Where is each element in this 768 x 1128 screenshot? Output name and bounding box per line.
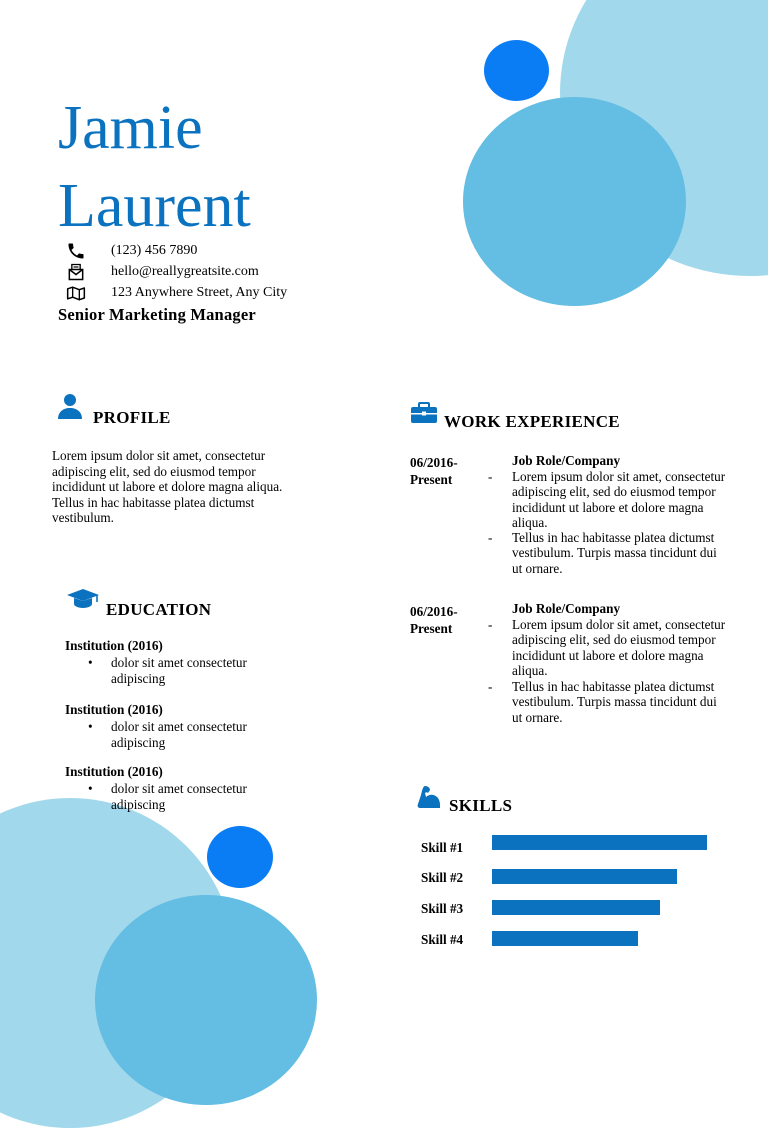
skill-label: Skill #2 [421, 870, 464, 885]
map-icon [66, 283, 86, 303]
skill-label: Skill #4 [421, 932, 464, 947]
skills-heading: SKILLS [449, 796, 513, 815]
job-point [488, 530, 728, 576]
address-text: 123 Anywhere Street, Any City [111, 285, 288, 300]
job-point-text: Lorem ipsum dolor sit amet, consectetur adipiscing elit, sed do eiusmod tempor incididunt ut labore et dolore magna aliqua. [512, 469, 726, 530]
decor-circle-small-bottom [207, 826, 273, 888]
job-date-end: Present [410, 472, 453, 487]
contact-email [66, 262, 259, 282]
skill-label: Skill #1 [421, 840, 464, 855]
email-text: hello@reallygreatsite.com [111, 264, 259, 279]
job-point-text: Lorem ipsum dolor sit amet, consectetur adipiscing elit, sed do eiusmod tempor incididunt ut labore et dolore magna aliqua. [512, 617, 726, 678]
education-bullet [88, 781, 278, 812]
education-institution: Institution (2016) [65, 702, 163, 717]
education-bullet-text: dolor sit amet consectetur adipiscing [111, 719, 247, 750]
job-date [410, 454, 480, 488]
email-icon [66, 262, 86, 282]
person-icon [57, 393, 83, 419]
bullet-dot: • [88, 719, 93, 734]
contact-phone [66, 241, 198, 261]
first-name: Jamie [58, 94, 203, 162]
work-heading: WORK EXPERIENCE [444, 412, 620, 431]
job-date-start: 06/2016- [410, 455, 458, 470]
profile-heading: PROFILE [93, 408, 171, 427]
decor-circle-small-top [484, 40, 549, 101]
last-name: Laurent [58, 172, 251, 240]
decor-circle-mid-bottom [95, 895, 317, 1105]
briefcase-icon [410, 402, 438, 424]
job-date [410, 603, 480, 637]
job-point-text: Tellus in hac habitasse platea dictumst vestibulum. Turpis massa tincidunt dui ut ornare. [512, 530, 717, 576]
flexed-arm-icon [416, 784, 442, 810]
bullet-dot: • [88, 655, 93, 670]
education-bullet-text: dolor sit amet consectetur adipiscing [111, 655, 247, 686]
job-point [488, 469, 728, 530]
job-role: Job Role/Company [512, 453, 621, 468]
education-bullet [88, 719, 278, 750]
bullet-dash: - [488, 679, 493, 694]
education-heading: EDUCATION [106, 600, 212, 619]
bullet-dash: - [488, 617, 493, 632]
bullet-dash: - [488, 530, 493, 545]
profile-text: Lorem ipsum dolor sit amet, consectetur adipiscing elit, sed do eiusmod tempor incididunt ut labore et dolore magna aliqua. Tellus in hac habitasse platea dictumst vestibulum. [52, 448, 283, 525]
graduation-cap-icon [66, 588, 100, 610]
job-point-text: Tellus in hac habitasse platea dictumst vestibulum. Turpis massa tincidunt dui ut ornare. [512, 679, 717, 725]
job-point [488, 679, 728, 725]
contact-address [66, 283, 288, 303]
skill-bar [492, 931, 638, 946]
phone-icon [66, 241, 86, 261]
phone-text: (123) 456 7890 [111, 243, 198, 258]
education-bullet [88, 655, 278, 686]
bullet-dash: - [488, 469, 493, 484]
skill-bar [492, 900, 660, 915]
job-title: Senior Marketing Manager [58, 305, 256, 324]
bullet-dot: • [88, 781, 93, 796]
education-institution: Institution (2016) [65, 764, 163, 779]
education-bullet-text: dolor sit amet consectetur adipiscing [111, 781, 247, 812]
skill-bar [492, 835, 707, 850]
job-point [488, 617, 728, 678]
skill-label: Skill #3 [421, 901, 464, 916]
job-date-end: Present [410, 621, 453, 636]
education-institution: Institution (2016) [65, 638, 163, 653]
decor-circle-mid-top [463, 97, 686, 306]
job-date-start: 06/2016- [410, 604, 458, 619]
skill-bar [492, 869, 677, 884]
job-role: Job Role/Company [512, 601, 621, 616]
